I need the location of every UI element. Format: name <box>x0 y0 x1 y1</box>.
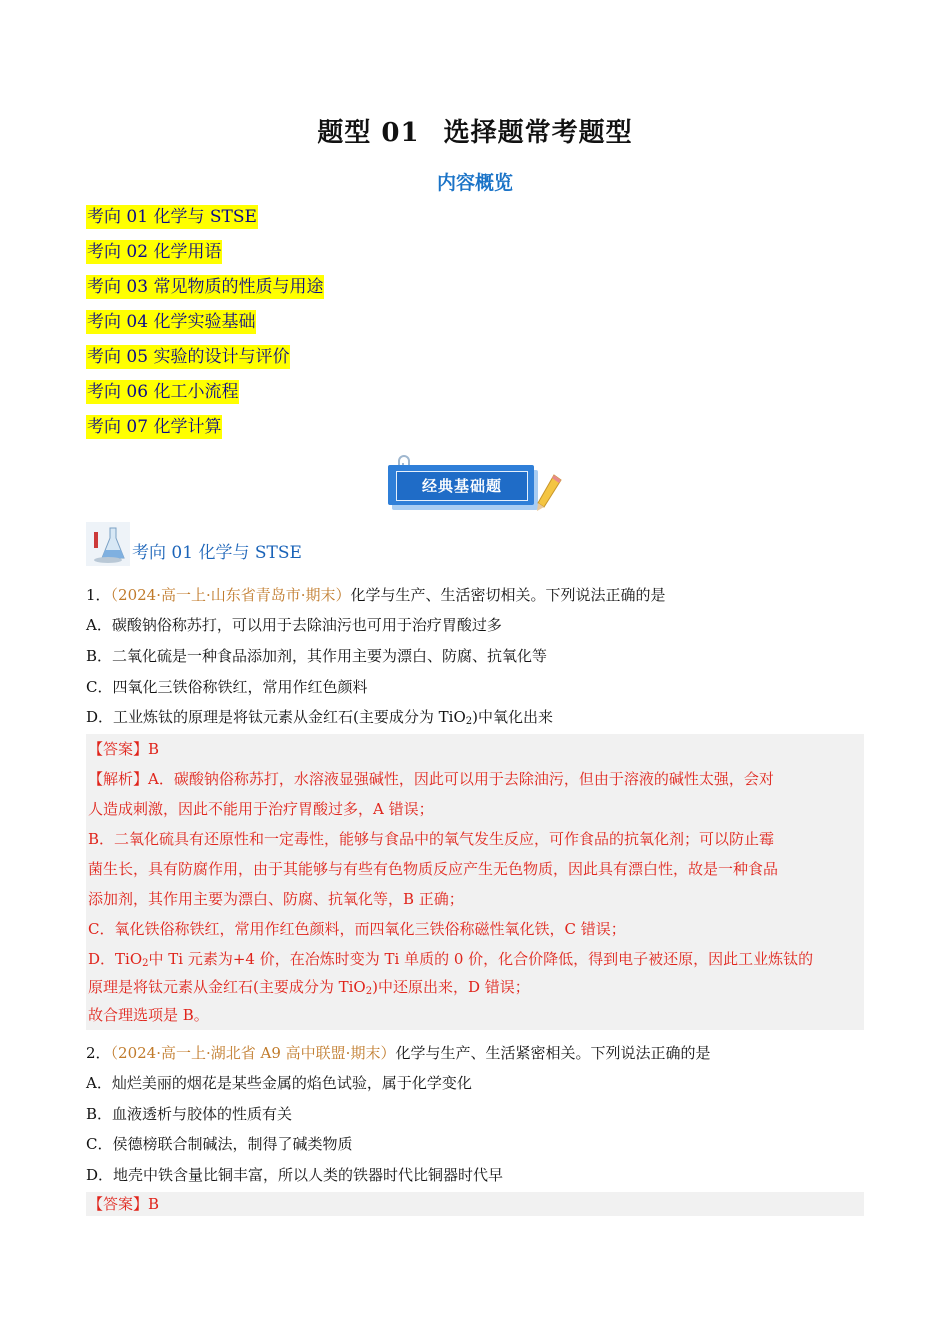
toc-item[interactable]: 考向 04 化学实验基础 <box>87 312 256 332</box>
toc-item[interactable]: 考向 03 常见物质的性质与用途 <box>87 277 324 297</box>
question-1-stem <box>86 585 864 605</box>
section-heading-text: 考向 01 化学与 STSE <box>132 543 302 563</box>
option-c: C．四氧化三铁俗称铁红，常用作红色颜料 <box>86 678 368 696</box>
question-number: 2． <box>86 1044 111 1062</box>
analysis-line: B．二氧化硫具有还原性和一定毒性，能够与食品中的氧气发生反应，可作食品的抗氧化剂；可以防止霉 <box>88 830 775 848</box>
question-source: （2024·高一上·湖北省 A9 高中联盟·期末） <box>110 1044 396 1062</box>
question-2-stem <box>86 1043 864 1063</box>
toc-item[interactable]: 考向 01 化学与 STSE <box>87 207 257 227</box>
option-a: A．灿烂美丽的烟花是某些金属的焰色试验，属于化学变化 <box>86 1074 472 1092</box>
question-source: （2024·高一上·山东省青岛市·期末） <box>110 586 351 604</box>
option-a: A．碳酸钠俗称苏打，可以用于去除油污也可用于治疗胃酸过多 <box>86 616 502 634</box>
analysis-line: 【解析】A．碳酸钠俗称苏打，水溶液显强碱性，因此可以用于去除油污，但由于溶液的碱性太强，会对 <box>88 770 774 788</box>
page-title <box>0 112 950 149</box>
option-d: D．地壳中铁含量比铜丰富，所以人类的铁器时代比铜器时代早 <box>86 1166 504 1184</box>
title-part1: 题型 01 <box>317 118 420 148</box>
question-number: 1． <box>86 586 111 604</box>
question-stem: 化学与生产、生活密切相关。下列说法正确的是 <box>350 586 666 604</box>
option-b: B．血液透析与胶体的性质有关 <box>86 1105 293 1123</box>
answer-block <box>86 1192 864 1216</box>
overview-label: 内容概览 <box>436 172 513 194</box>
flask-icon <box>86 522 130 566</box>
question-stem: 化学与生产、生活紧密相关。下列说法正确的是 <box>395 1044 711 1062</box>
option-d: D．工业炼钛的原理是将钛元素从金红石(主要成分为 TiO$_2$)中氧化出来 <box>86 708 553 727</box>
toc-item[interactable]: 考向 02 化学用语 <box>87 242 222 262</box>
option-c: C．侯德榜联合制碱法，制得了碱类物质 <box>86 1135 353 1153</box>
answer-block <box>86 734 864 1030</box>
toc-item[interactable]: 考向 06 化工小流程 <box>87 382 239 402</box>
answer-line: 【答案】B <box>88 740 160 758</box>
analysis-line: 添加剂，其作用主要为漂白、防腐、抗氧化等，B 正确； <box>88 890 464 908</box>
analysis-line: 人造成刺激，因此不能用于治疗胃酸过多，A 错误； <box>88 800 434 818</box>
toc-item[interactable]: 考向 07 化学计算 <box>87 417 222 437</box>
analysis-line: D．TiO$_2$中 Ti 元素为+4 价，在冶炼时变为 Ti 单质的 0 价，化合价降低，得到电子被还原，因此工业炼钛的 <box>88 950 814 969</box>
toc-list <box>86 204 324 449</box>
toc-item[interactable]: 考向 05 实验的设计与评价 <box>87 347 290 367</box>
pencil-icon <box>534 473 564 513</box>
analysis-line: C．氧化铁俗称铁红，常用作红色颜料，而四氧化三铁俗称磁性氧化铁，C 错误； <box>88 920 626 938</box>
analysis-line: 菌生长，具有防腐作用，由于其能够与有些有色物质反应产生无色物质，因此具有漂白性，故是一种食品 <box>88 860 779 878</box>
analysis-line: 原理是将钛元素从金红石(主要成分为 TiO$_2$)中还原出来，D 错误； <box>88 978 530 997</box>
banner-label: 经典基础题 <box>396 471 528 501</box>
analysis-conclusion: 故合理选项是 B。 <box>88 1006 209 1024</box>
answer-line: 【答案】B <box>88 1195 160 1213</box>
analysis-label: 【解析】 <box>88 770 149 788</box>
option-b: B．二氧化硫是一种食品添加剂，其作用主要为漂白、防腐、抗氧化等 <box>86 647 548 665</box>
title-part2: 选择题常考题型 <box>443 118 633 148</box>
section-banner <box>386 453 566 515</box>
